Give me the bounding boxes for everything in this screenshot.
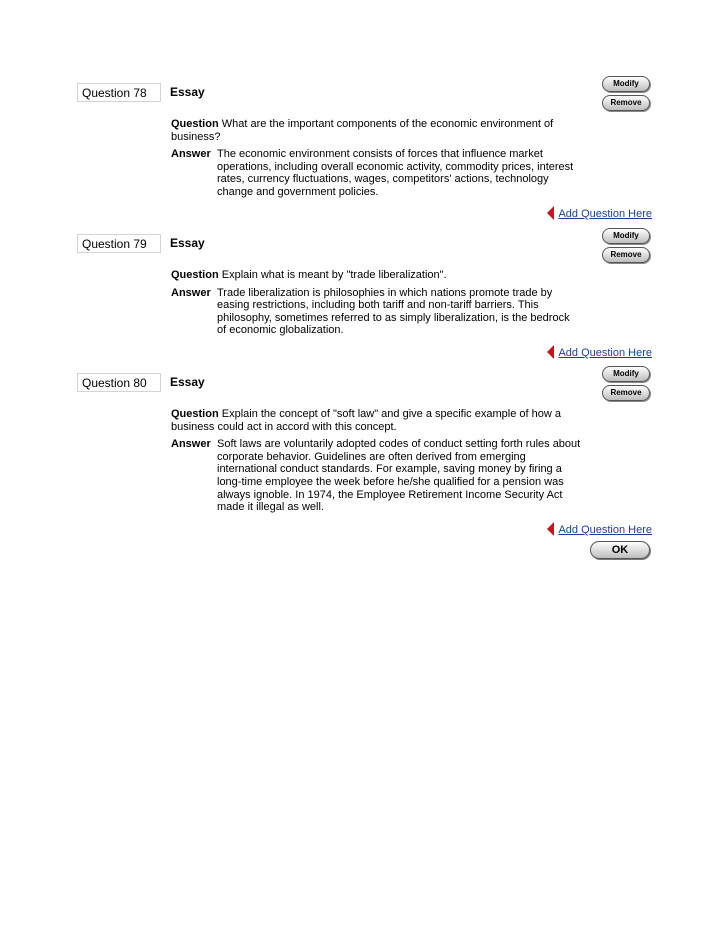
modify-button[interactable]: Modify bbox=[602, 228, 650, 244]
question-row bbox=[171, 118, 581, 143]
question-actions bbox=[602, 366, 650, 404]
question-actions bbox=[602, 76, 650, 114]
answer-row bbox=[171, 287, 581, 337]
answer-label: Answer bbox=[171, 148, 211, 161]
question-type: Essay bbox=[170, 85, 205, 99]
answer-text: Trade liberalization is philosophies in which nations promote trade by easing restrictions, including both tariff and non-tariff barriers. This philosophy, sometimes referred to as simply liberalization, is the bedrock of economic globalization. bbox=[217, 286, 570, 337]
answer-row bbox=[171, 438, 581, 514]
question-text: What are the important components of the economic environment of business? bbox=[171, 118, 554, 143]
arrow-left-icon bbox=[547, 522, 554, 536]
add-question-link[interactable] bbox=[547, 522, 652, 537]
question-label: Question bbox=[171, 118, 219, 130]
question-content bbox=[171, 269, 581, 337]
question-type: Essay bbox=[170, 236, 205, 250]
question-actions bbox=[602, 228, 650, 266]
modify-button[interactable]: Modify bbox=[602, 76, 650, 92]
question-label: Question bbox=[171, 269, 219, 281]
question-text: Explain the concept of "soft law" and give a specific example of how a business could act in accord with this concept. bbox=[171, 408, 561, 433]
answer-text: Soft laws are voluntarily adopted codes of conduct setting forth rules about corporate behavior. Guidelines are often derived from emerging international conduct standards. For example, saving money by firing a long-time employee the week before he/she qualified for a pension was always ignoble. In 1974, the Employee Retirement Income Security Act made it illegal as well. bbox=[217, 438, 581, 514]
question-type: Essay bbox=[170, 375, 205, 389]
question-text: Explain what is meant by "trade liberalization". bbox=[221, 269, 447, 281]
question-number: Question 80 bbox=[77, 373, 161, 392]
question-row bbox=[171, 408, 581, 433]
question-content bbox=[171, 118, 581, 199]
question-content bbox=[171, 408, 581, 514]
remove-button[interactable]: Remove bbox=[602, 247, 650, 263]
question-number: Question 78 bbox=[77, 83, 161, 102]
question-label: Question bbox=[171, 408, 219, 420]
add-question-label: Add Question Here bbox=[558, 347, 652, 359]
modify-button[interactable]: Modify bbox=[602, 366, 650, 382]
answer-row bbox=[171, 148, 581, 198]
ok-button[interactable]: OK bbox=[590, 541, 650, 559]
answer-label: Answer bbox=[171, 438, 211, 451]
add-question-label: Add Question Here bbox=[558, 524, 652, 536]
arrow-left-icon bbox=[547, 206, 554, 220]
arrow-left-icon bbox=[547, 345, 554, 359]
question-row bbox=[171, 269, 581, 282]
add-question-label: Add Question Here bbox=[558, 208, 652, 220]
remove-button[interactable]: Remove bbox=[602, 95, 650, 111]
remove-button[interactable]: Remove bbox=[602, 385, 650, 401]
answer-label: Answer bbox=[171, 286, 211, 299]
add-question-link[interactable] bbox=[547, 206, 652, 221]
add-question-link[interactable] bbox=[547, 345, 652, 360]
answer-text: The economic environment consists of forces that influence market operations, including overall economic activity, commodity prices, interest rates, currency fluctuations, wages, competitors' actions, technology change and government policies. bbox=[217, 148, 574, 198]
question-number: Question 79 bbox=[77, 234, 161, 253]
